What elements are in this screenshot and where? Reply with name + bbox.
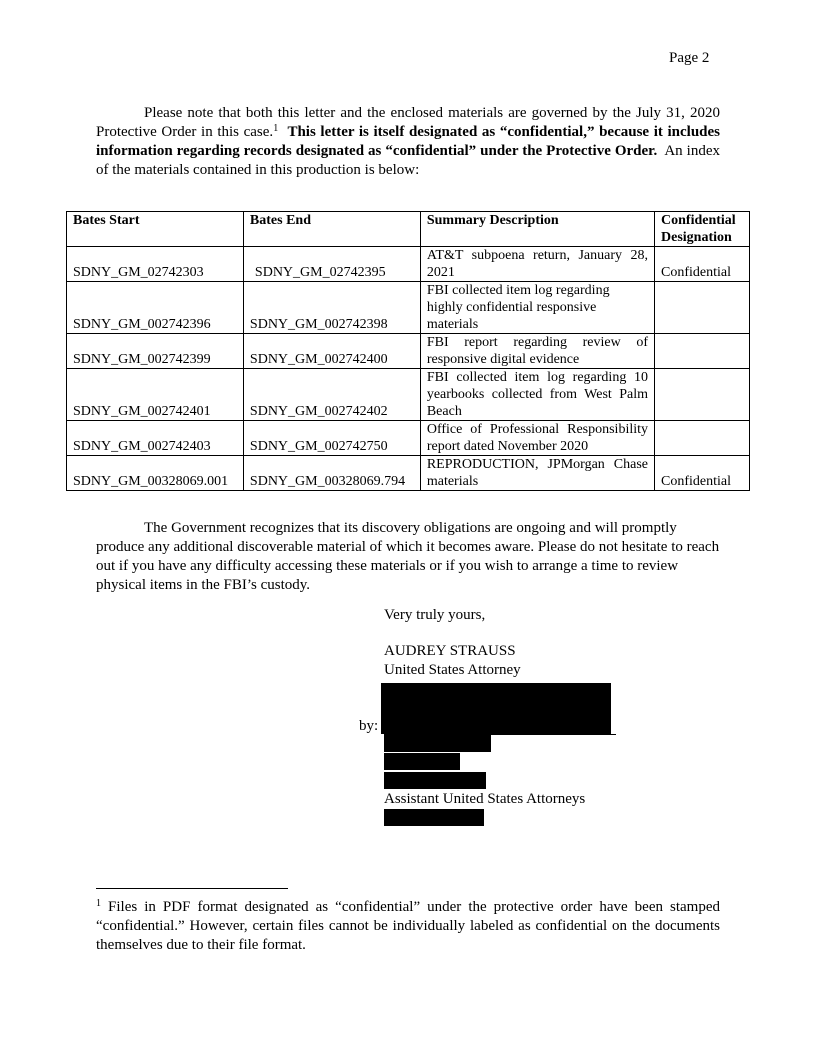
signer-role: Assistant United States Attorneys xyxy=(384,791,586,807)
footnote-number: 1 xyxy=(96,898,101,909)
footnote xyxy=(96,898,720,955)
letter-closing: Very truly yours, xyxy=(384,607,486,623)
table-row xyxy=(67,247,750,282)
table-row xyxy=(67,456,750,491)
cell-description: FBI collected item log regarding 10 yearbooks collected from West Palm Beach xyxy=(420,369,654,421)
table-row xyxy=(67,334,750,369)
closing-paragraph-text: The Government recognizes that its discovery obligations are ongoing and will promptly produce any additional discoverable material of which it becomes aware. Please do not hesitate to reach out if you have any difficulty accessing these materials or if you wish to arrange a time to review physical items in the FBI’s custody. xyxy=(96,520,720,593)
footnote-ref[interactable]: 1 xyxy=(273,123,279,134)
cell-bates-start: SDNY_GM_00328069.001 xyxy=(67,456,244,491)
closing-paragraph xyxy=(96,519,720,595)
cell-bates-start: SDNY_GM_002742399 xyxy=(67,334,244,369)
cell-description: REPRODUCTION, JPMorgan Chase materials xyxy=(420,456,654,491)
cell-bates-start: SDNY_GM_002742403 xyxy=(67,421,244,456)
header-confidential-designation: Confidential Designation xyxy=(655,212,750,247)
redaction-name-1 xyxy=(384,735,491,752)
cell-confidential: Confidential xyxy=(655,247,750,282)
redaction-contact xyxy=(384,809,484,826)
cell-confidential xyxy=(655,334,750,369)
redaction-name-3 xyxy=(384,772,486,789)
header-summary-description: Summary Description xyxy=(420,212,654,247)
table-row xyxy=(67,282,750,334)
redaction-name-2 xyxy=(384,753,460,770)
signer-name: AUDREY STRAUSS xyxy=(384,643,516,659)
cell-bates-end: SDNY_GM_00328069.794 xyxy=(243,456,420,491)
cell-bates-end: SDNY_GM_02742395 xyxy=(243,247,420,282)
cell-bates-start: SDNY_GM_002742396 xyxy=(67,282,244,334)
intro-text-after: An index of the materials contained in this production is below: xyxy=(96,143,720,178)
cell-confidential xyxy=(655,421,750,456)
cell-confidential: Confidential xyxy=(655,456,750,491)
intro-bold-text: This letter is itself designated as “confidential,” because it includes information regarding records designated as “confidential” under the Protective Order. xyxy=(96,124,720,159)
intro-paragraph xyxy=(96,104,720,180)
table-row xyxy=(67,369,750,421)
header-bates-end: Bates End xyxy=(243,212,420,247)
table-header-row xyxy=(67,212,750,247)
cell-confidential xyxy=(655,369,750,421)
table-row xyxy=(67,421,750,456)
signer-title: United States Attorney xyxy=(384,662,521,678)
cell-description: FBI report regarding review of responsive digital evidence xyxy=(420,334,654,369)
footnote-divider xyxy=(96,888,288,889)
header-bates-start: Bates Start xyxy=(67,212,244,247)
page-number: Page 2 xyxy=(669,50,710,66)
redaction-signature xyxy=(381,683,611,734)
cell-bates-start: SDNY_GM_02742303 xyxy=(67,247,244,282)
cell-bates-end: SDNY_GM_002742750 xyxy=(243,421,420,456)
cell-bates-end: SDNY_GM_002742400 xyxy=(243,334,420,369)
cell-confidential xyxy=(655,282,750,334)
footnote-text: Files in PDF format designated as “confidential” under the protective order have been stamped “confidential.” However, certain files cannot be individually labeled as confidential on the documents themselves due to their file format. xyxy=(96,899,720,953)
intro-text: Please note that both this letter and the enclosed materials are governed by the July 31, 2020 Protective Order in this case. xyxy=(96,105,720,140)
cell-description: FBI collected item log regarding highly confidential responsive materials xyxy=(420,282,654,334)
cell-description: Office of Professional Responsibility report dated November 2020 xyxy=(420,421,654,456)
cell-description: AT&T subpoena return, January 28, 2021 xyxy=(420,247,654,282)
materials-index-table xyxy=(66,211,750,491)
cell-bates-end: SDNY_GM_002742402 xyxy=(243,369,420,421)
cell-bates-start: SDNY_GM_002742401 xyxy=(67,369,244,421)
by-label: by: xyxy=(359,718,379,734)
cell-bates-end: SDNY_GM_002742398 xyxy=(243,282,420,334)
